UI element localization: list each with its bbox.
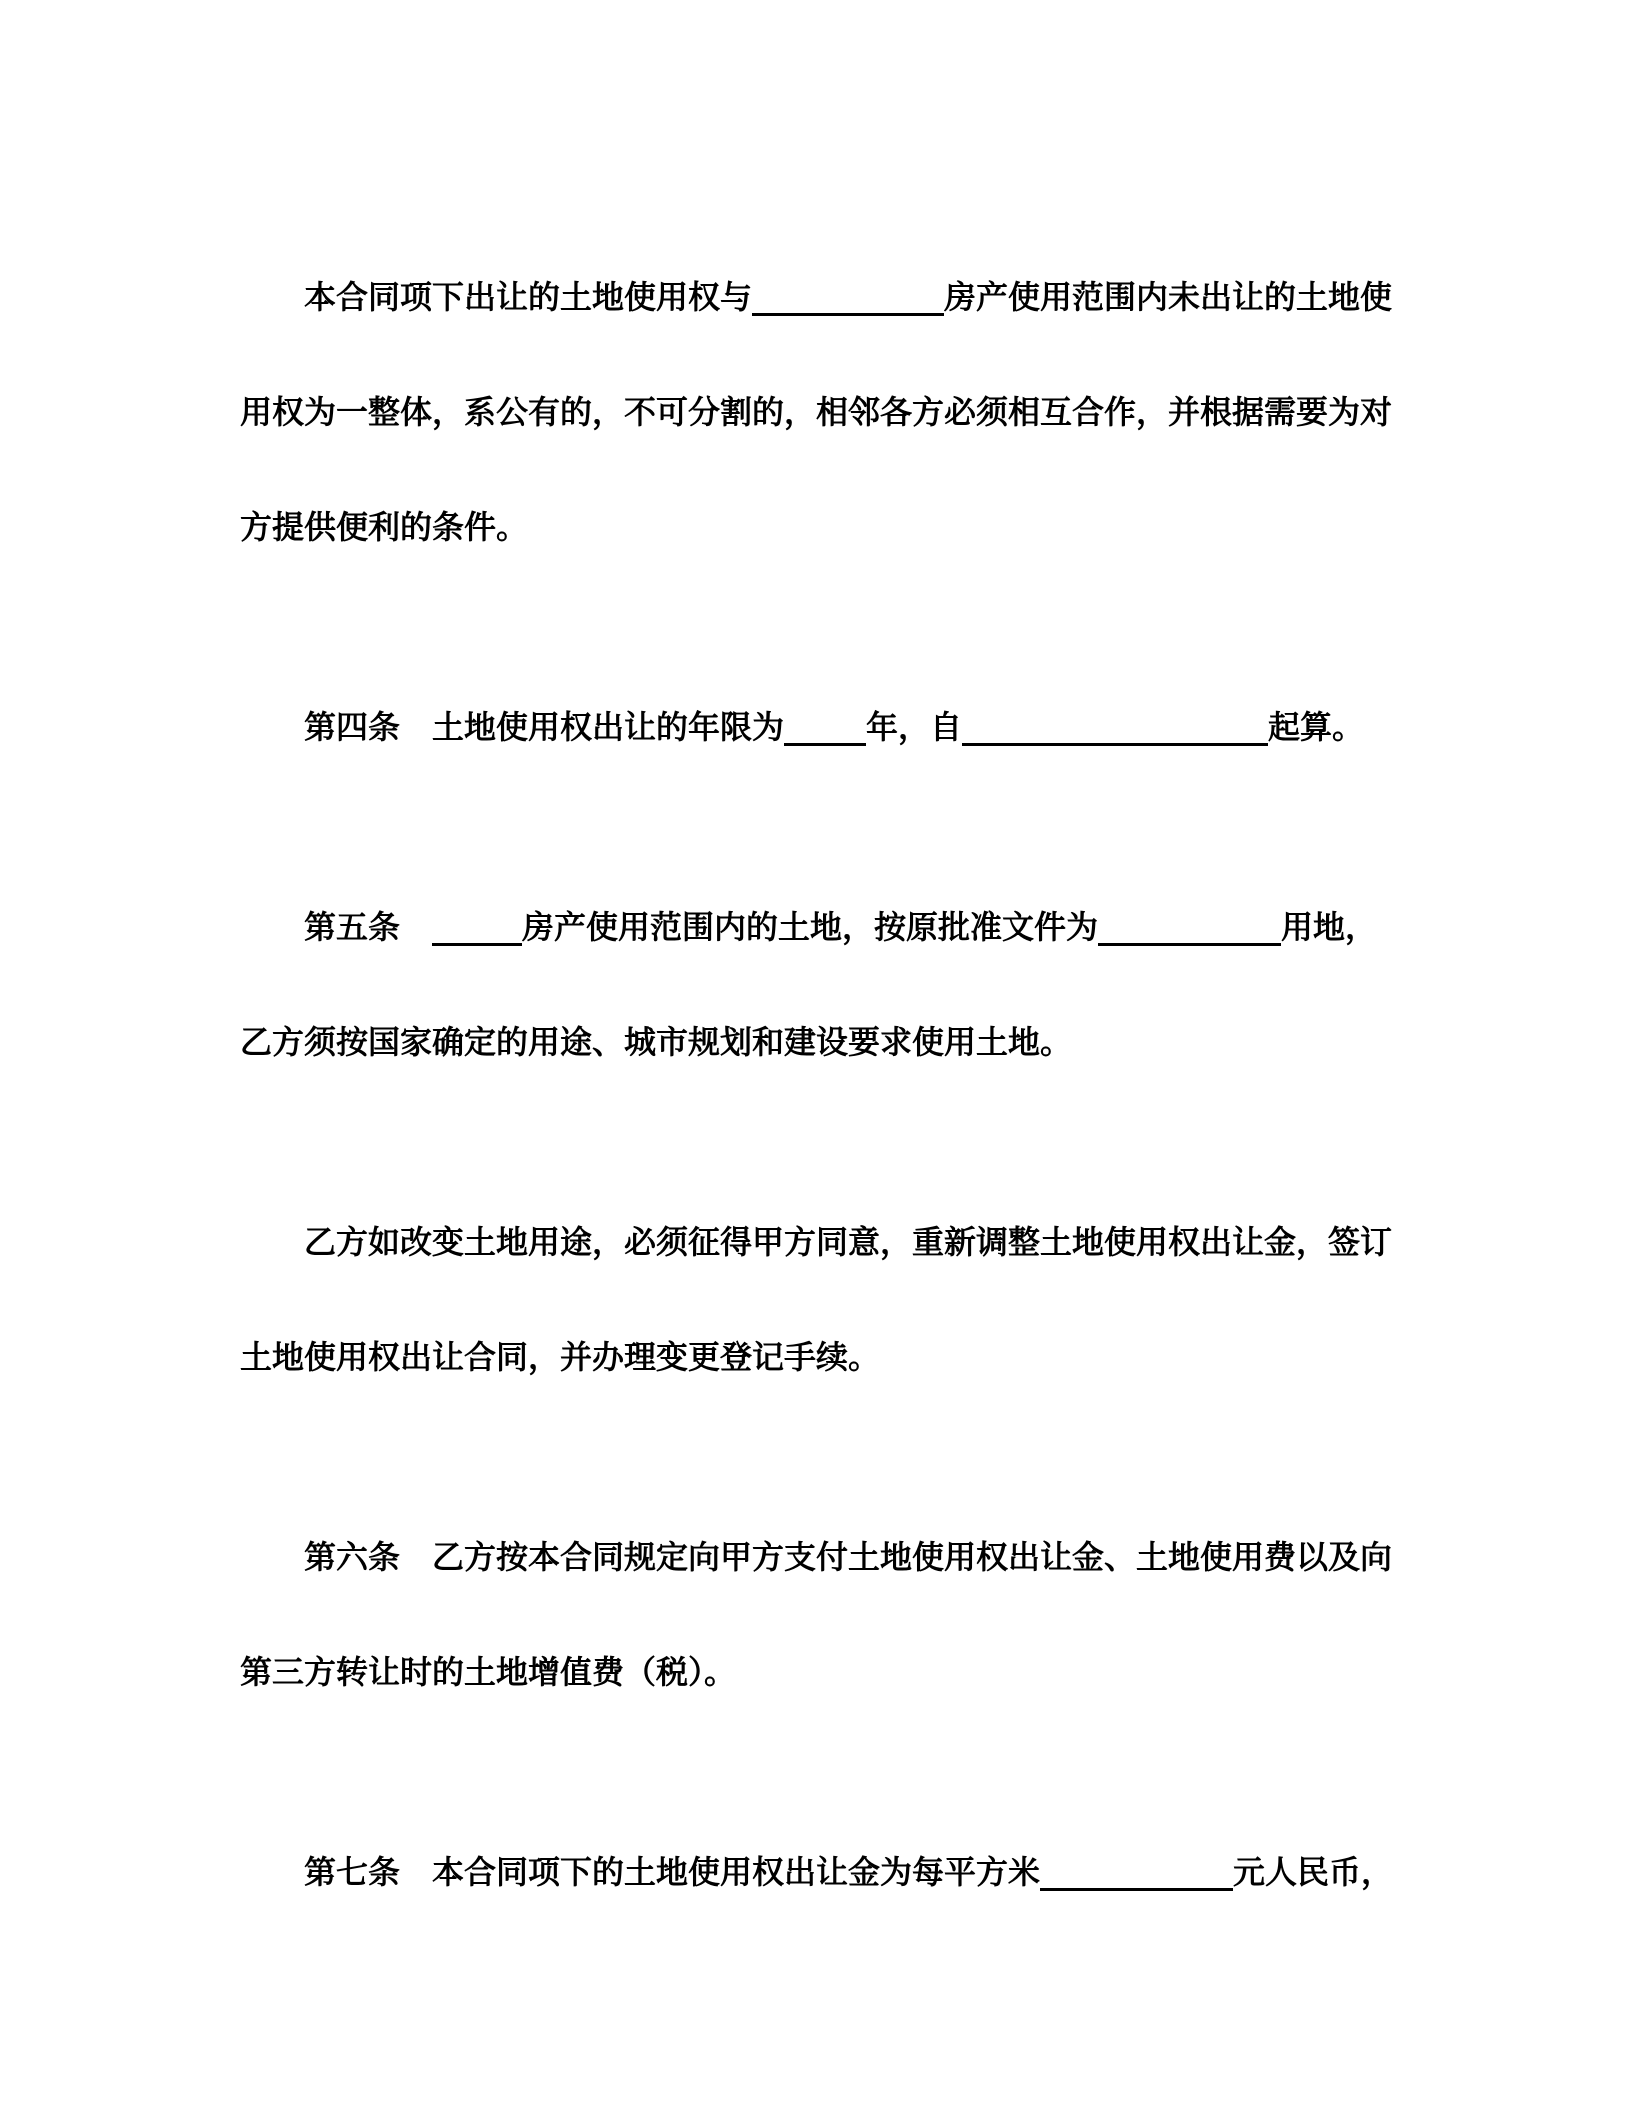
text-run: 乙方如改变土地用途，必须征得甲方同意，重新调整土地使用权出让金，签订土地使用权出让合同，并办理变更登记手续。: [240, 1224, 1393, 1375]
text-run: 本合同项下出让的土地使用权与: [304, 279, 753, 315]
text-run: 年，自: [866, 709, 963, 745]
paragraph-clause-4: [240, 670, 1402, 785]
text-run: 用地，乙方须按国家确定的用途、城市规划和建设要求使用土地。: [240, 909, 1378, 1060]
text-run: 第七条 本合同项下的土地使用权出让金为每平方米: [304, 1854, 1041, 1890]
fill-in-blank-underline: [432, 913, 522, 946]
fill-in-blank-underline: [1040, 1858, 1233, 1891]
fill-in-blank-underline: [1098, 913, 1281, 946]
text-run: 第四条 土地使用权出让的年限为: [304, 709, 785, 745]
paragraph-clause-5-continuation: [240, 1185, 1402, 1415]
text-run: 房产使用范围内未出让的土地使用权为一整体，系公有的，不可分割的，相邻各方必须相互合作，并根据需要为对方提供便利的条件。: [240, 279, 1393, 545]
fill-in-blank-underline: [962, 713, 1268, 746]
text-run: 元人民币，: [1233, 1854, 1394, 1890]
paragraph-clause-3-continuation: [240, 240, 1402, 585]
text-run: 起算。: [1268, 709, 1365, 745]
text-run: 第五条: [304, 909, 433, 945]
text-run: 房产使用范围内的土地，按原批准文件为: [522, 909, 1099, 945]
fill-in-blank-underline: [752, 283, 944, 316]
paragraph-clause-6: [240, 1500, 1402, 1730]
paragraph-clause-7: [240, 1815, 1402, 1930]
text-run: 第六条 乙方按本合同规定向甲方支付土地使用权出让金、土地使用费以及向第三方转让时的土地增值费（税）。: [240, 1539, 1393, 1690]
paragraph-clause-5: [240, 870, 1402, 1100]
fill-in-blank-underline: [784, 713, 866, 746]
